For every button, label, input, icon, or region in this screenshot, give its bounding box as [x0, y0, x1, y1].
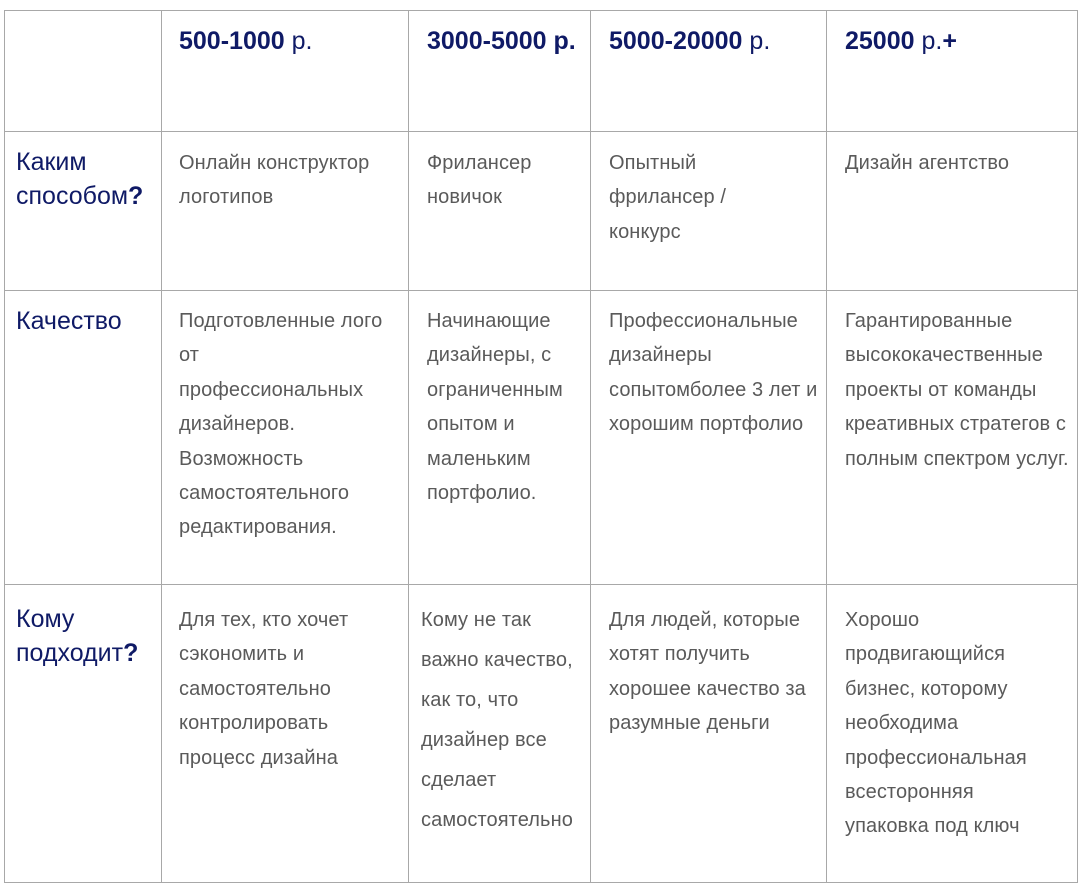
- table-cell: Хорошо продвигающийся бизнес, которому необходима профессиональная всесторонняя упаковка под ключ: [845, 609, 1027, 838]
- table-cell: Гарантированные высококачественные проекты от команды креативных стратегов с полным спектром услуг.: [845, 310, 1069, 470]
- grid-line: [4, 290, 1078, 291]
- grid-line: [4, 10, 5, 883]
- price-header-1: 500-1000 р.: [179, 27, 313, 55]
- grid-line: [826, 10, 827, 883]
- table-cell: Опытный фрилансер / конкурс: [609, 152, 727, 243]
- table-cell: Подготовленные лого от профессиональных дизайнеров. Возможность самостоятельного редактирования.: [179, 310, 383, 539]
- table-cell: Кому не так важно качество, как то, что дизайнер все сделает самостоятельно: [421, 609, 573, 831]
- row-header-quality: Качество: [16, 307, 122, 335]
- grid-line: [161, 10, 162, 883]
- row-header-audience: Кому подходит?: [16, 605, 139, 667]
- grid-line: [4, 584, 1078, 585]
- grid-line: [1077, 10, 1078, 883]
- table-cell: Профессиональные дизайнеры сопытомболее 3 лет и хорошим портфолио: [609, 310, 818, 436]
- table-cell: Фрилансер новичок: [427, 152, 532, 209]
- table-cell: Онлайн конструктор логотипов: [179, 152, 370, 209]
- table-cell: Для людей, которые хотят получить хорошее качество за разумные деньги: [609, 609, 806, 735]
- table-cell: Начинающие дизайнеры, с ограниченным опытом и маленьким портфолио.: [427, 310, 563, 505]
- grid-line: [408, 10, 409, 883]
- grid-line: [590, 10, 591, 883]
- price-header-4: 25000 р.+: [845, 27, 957, 55]
- price-header-2: 3000-5000 р.: [427, 27, 576, 55]
- table-cell: Дизайн агентство: [845, 152, 1010, 174]
- table-cell: Для тех, кто хочет сэкономить и самостоятельно контролировать процесс дизайна: [179, 609, 349, 769]
- grid-line: [4, 131, 1078, 132]
- grid-line: [4, 882, 1078, 883]
- row-header-method: Каким способом?: [16, 148, 144, 210]
- price-header-3: 5000-20000 р.: [609, 27, 771, 55]
- grid-line: [4, 10, 1078, 11]
